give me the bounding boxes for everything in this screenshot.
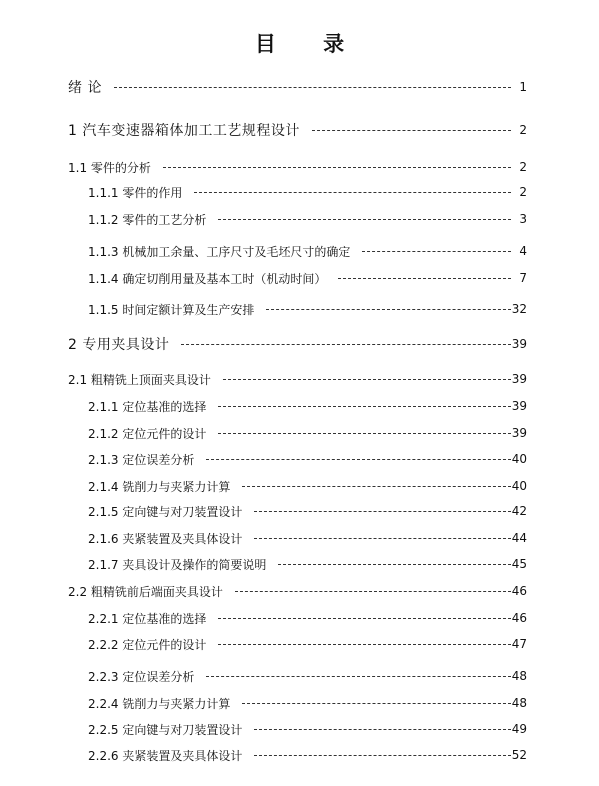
toc-entry[interactable]: [88, 553, 521, 575]
toc-entry[interactable]: [68, 119, 521, 141]
toc-entry[interactable]: [68, 156, 521, 178]
toc-entry-label: 2.1.1 定位基准的选择: [88, 399, 207, 414]
dot-leader: [218, 406, 511, 407]
toc-entry-page-number: 52: [511, 748, 527, 762]
dot-leader: [312, 130, 511, 131]
toc-entry-page-number: 39: [511, 337, 527, 351]
toc-entry-page-number: 32: [511, 302, 527, 316]
toc-entry[interactable]: [88, 181, 521, 203]
toc-entry-label: 1.1.2 零件的工艺分析: [88, 212, 207, 227]
toc-entry-page-number: 40: [511, 452, 527, 466]
toc-entry-label: 2.2 粗精铣前后端面夹具设计: [68, 584, 223, 599]
toc-entry[interactable]: [68, 333, 521, 355]
dot-leader: [362, 251, 511, 252]
toc-entry[interactable]: [88, 395, 521, 417]
toc-entry-label: 1.1 零件的分析: [68, 160, 151, 175]
page-title: 目 录: [254, 32, 365, 56]
toc-entry-label: 1.1.4 确定切削用量及基本工时（机动时间）: [88, 271, 327, 286]
dot-leader: [242, 703, 511, 704]
toc-entry[interactable]: [68, 76, 521, 98]
toc-entry[interactable]: [88, 692, 521, 714]
toc-entry-label: 1.1.1 零件的作用: [88, 185, 183, 200]
toc-entry-label: 2.2.5 定向键与对刀装置设计: [88, 722, 243, 737]
toc-entry[interactable]: [88, 744, 521, 766]
toc-entry-page-number: 46: [511, 584, 527, 598]
toc-entry-page-number: 2: [519, 185, 527, 199]
dot-leader: [181, 344, 511, 345]
toc-entry[interactable]: [88, 718, 521, 740]
toc-entry[interactable]: [88, 665, 521, 687]
toc-entry[interactable]: [68, 580, 521, 602]
dot-leader: [254, 729, 511, 730]
dot-leader: [218, 433, 511, 434]
toc-entry-page-number: 2: [519, 160, 527, 174]
toc-entry-page-number: 2: [519, 123, 527, 137]
toc-entry-page-number: 46: [511, 611, 527, 625]
dot-leader: [254, 755, 511, 756]
toc-entry[interactable]: [88, 607, 521, 629]
dot-leader: [254, 511, 511, 512]
dot-leader: [206, 676, 511, 677]
dot-leader: [266, 309, 511, 310]
toc-entry-page-number: 40: [511, 479, 527, 493]
toc-entry-label: 2.1.6 夹紧装置及夹具体设计: [88, 531, 243, 546]
dot-leader: [218, 219, 511, 220]
toc-entry-page-number: 44: [511, 531, 527, 545]
toc-entry-label: 1.1.3 机械加工余量、工序尺寸及毛坯尺寸的确定: [88, 244, 351, 259]
toc-entry[interactable]: [88, 240, 521, 262]
dot-leader: [223, 379, 511, 380]
toc-entry-page-number: 48: [511, 669, 527, 683]
toc-entry[interactable]: [88, 208, 521, 230]
dot-leader: [254, 538, 511, 539]
toc-entry-label: 2.2.1 定位基准的选择: [88, 611, 207, 626]
dot-leader: [206, 459, 511, 460]
dot-leader: [163, 167, 511, 168]
dot-leader: [278, 564, 511, 565]
toc-entry-page-number: 49: [511, 722, 527, 736]
toc-entry-page-number: 3: [519, 212, 527, 226]
dot-leader: [114, 87, 511, 88]
toc-entry-label: 2.1.3 定位误差分析: [88, 452, 195, 467]
toc-entry-page-number: 39: [511, 399, 527, 413]
toc-entry-page-number: 4: [519, 244, 527, 258]
dot-leader: [338, 278, 511, 279]
toc-entry-page-number: 47: [511, 637, 527, 651]
toc-entry-page-number: 39: [511, 426, 527, 440]
toc-entry-label: 2.2.4 铣削力与夹紧力计算: [88, 696, 231, 711]
toc-entry-label: 2.1.2 定位元件的设计: [88, 426, 207, 441]
toc-entry-page-number: 7: [519, 271, 527, 285]
toc-entry-page-number: 39: [511, 372, 527, 386]
dot-leader: [194, 192, 511, 193]
toc-entry-label: 2.2.6 夹紧装置及夹具体设计: [88, 748, 243, 763]
toc-entry-label: 2.2.3 定位误差分析: [88, 669, 195, 684]
toc-entry-page-number: 42: [511, 504, 527, 518]
toc-entry[interactable]: [88, 633, 521, 655]
toc-entry-label: 2.1.7 夹具设计及操作的简要说明: [88, 557, 267, 572]
toc-entry[interactable]: [88, 475, 521, 497]
toc-entry-label: 2.1.5 定向键与对刀装置设计: [88, 504, 243, 519]
toc-entry-label: 2.2.2 定位元件的设计: [88, 637, 207, 652]
toc-entry[interactable]: [88, 500, 521, 522]
toc-entry-label: 2.1.4 铣削力与夹紧力计算: [88, 479, 231, 494]
toc-entry-page-number: 1: [519, 80, 527, 94]
toc-entry-label: 1.1.5 时间定额计算及生产安排: [88, 302, 255, 317]
toc-entry-label: 绪 论: [68, 80, 102, 96]
dot-leader: [242, 486, 511, 487]
dot-leader: [218, 644, 511, 645]
toc-entry[interactable]: [88, 448, 521, 470]
toc-entry-label: 2 专用夹具设计: [68, 337, 170, 353]
toc-entry[interactable]: [88, 267, 521, 289]
dot-leader: [235, 591, 511, 592]
toc-entry-label: 1 汽车变速器箱体加工工艺规程设计: [68, 123, 300, 139]
toc-entry-page-number: 45: [511, 557, 527, 571]
toc-entry[interactable]: [68, 368, 521, 390]
toc-entry-page-number: 48: [511, 696, 527, 710]
toc-entry-label: 2.1 粗精铣上顶面夹具设计: [68, 372, 211, 387]
dot-leader: [218, 618, 511, 619]
toc-entry[interactable]: [88, 422, 521, 444]
toc-entry[interactable]: [88, 298, 521, 320]
toc-entry[interactable]: [88, 527, 521, 549]
